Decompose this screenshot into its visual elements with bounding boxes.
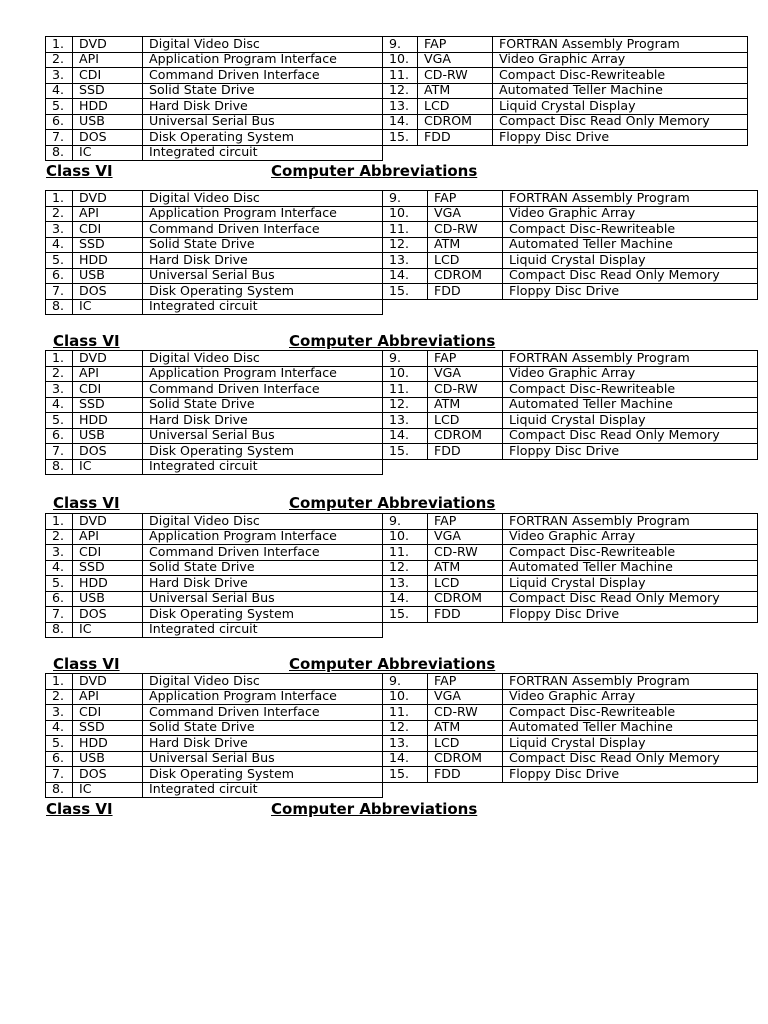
full-form: Command Driven Interface [143, 382, 383, 398]
row-number: 5. [46, 99, 73, 115]
class-label: Class VI [53, 332, 120, 350]
table-row [46, 237, 758, 253]
abbreviation: CDROM [428, 268, 503, 284]
full-form: Compact Disc-Rewriteable [503, 382, 758, 398]
row-number: 14. [383, 268, 428, 284]
full-form: Floppy Disc Drive [493, 130, 748, 146]
abbreviation: DOS [73, 607, 143, 623]
abbreviation: API [73, 529, 143, 545]
table-row [46, 782, 758, 798]
row-number: 12. [383, 397, 428, 413]
abbreviation: HDD [73, 253, 143, 269]
row-number: 8. [46, 145, 73, 161]
abbreviation: DOS [73, 444, 143, 460]
row-number: 13. [383, 413, 428, 429]
full-form: FORTRAN Assembly Program [503, 514, 758, 530]
abbreviation: HDD [73, 99, 143, 115]
full-form: Digital Video Disc [143, 674, 383, 690]
row-number: 8. [46, 459, 73, 475]
abbreviation: ATM [428, 720, 503, 736]
abbreviation: USB [73, 751, 143, 767]
full-form: FORTRAN Assembly Program [493, 37, 748, 53]
full-form: Disk Operating System [143, 767, 383, 783]
row-number: 15. [383, 607, 428, 623]
row-number: 13. [383, 253, 428, 269]
table-row [46, 607, 758, 623]
full-form: Floppy Disc Drive [503, 767, 758, 783]
abbreviation: FDD [428, 284, 503, 300]
abbreviation: FAP [428, 191, 503, 207]
abbreviation: API [73, 206, 143, 222]
abbreviation: LCD [428, 576, 503, 592]
full-form: Liquid Crystal Display [503, 413, 758, 429]
empty-cell [383, 459, 758, 475]
class-label: Class VI [46, 800, 113, 818]
full-form: Video Graphic Array [503, 689, 758, 705]
abbreviation: VGA [428, 206, 503, 222]
table-row [46, 99, 748, 115]
table-row [46, 191, 758, 207]
row-number: 4. [46, 397, 73, 413]
row-number: 2. [46, 206, 73, 222]
full-form: Compact Disc Read Only Memory [503, 591, 758, 607]
row-number: 1. [46, 351, 73, 367]
row-number: 3. [46, 545, 73, 561]
full-form: Command Driven Interface [143, 68, 383, 84]
row-number: 12. [383, 237, 428, 253]
table-row [46, 560, 758, 576]
abbreviation: FAP [428, 674, 503, 690]
page-title: Computer Abbreviations [271, 162, 478, 180]
row-number: 4. [46, 560, 73, 576]
abbreviation: ATM [418, 83, 493, 99]
abbreviation: API [73, 52, 143, 68]
full-form: Integrated circuit [143, 145, 383, 161]
full-form: Liquid Crystal Display [493, 99, 748, 115]
abbreviation: DVD [73, 514, 143, 530]
row-number: 1. [46, 37, 73, 53]
row-number: 7. [46, 607, 73, 623]
full-form: FORTRAN Assembly Program [503, 351, 758, 367]
table-row [46, 351, 758, 367]
row-number: 1. [46, 191, 73, 207]
row-number: 6. [46, 114, 73, 130]
row-number: 3. [46, 382, 73, 398]
row-number: 2. [46, 366, 73, 382]
abbreviation: IC [73, 145, 143, 161]
table-row [46, 705, 758, 721]
row-number: 5. [46, 736, 73, 752]
row-number: 5. [46, 576, 73, 592]
full-form: Command Driven Interface [143, 545, 383, 561]
full-form: Disk Operating System [143, 444, 383, 460]
full-form: Command Driven Interface [143, 222, 383, 238]
full-form: Solid State Drive [143, 237, 383, 253]
table-row [46, 382, 758, 398]
page-title: Computer Abbreviations [271, 800, 478, 818]
row-number: 3. [46, 68, 73, 84]
abbreviation: CD-RW [428, 545, 503, 561]
class-label: Class VI [46, 162, 113, 180]
full-form: Integrated circuit [143, 299, 383, 315]
abbreviation: USB [73, 114, 143, 130]
abbreviation: VGA [428, 689, 503, 705]
table-row [46, 545, 758, 561]
table-row [46, 444, 758, 460]
row-number: 8. [46, 299, 73, 315]
abbreviation: DOS [73, 284, 143, 300]
table-row [46, 366, 758, 382]
full-form: Solid State Drive [143, 560, 383, 576]
full-form: Digital Video Disc [143, 514, 383, 530]
full-form: Universal Serial Bus [143, 114, 383, 130]
abbreviation: DOS [73, 130, 143, 146]
abbreviation: IC [73, 459, 143, 475]
table-row [46, 622, 758, 638]
full-form: Hard Disk Drive [143, 99, 383, 115]
full-form: Disk Operating System [143, 284, 383, 300]
table-row [46, 37, 748, 53]
table-row [46, 514, 758, 530]
full-form: Digital Video Disc [143, 37, 383, 53]
row-number: 7. [46, 444, 73, 460]
full-form: FORTRAN Assembly Program [503, 191, 758, 207]
empty-cell [383, 782, 758, 798]
table-row [46, 284, 758, 300]
table-row [46, 428, 758, 444]
abbreviation: HDD [73, 576, 143, 592]
table-row [46, 576, 758, 592]
full-form: Floppy Disc Drive [503, 444, 758, 460]
row-number: 11. [383, 705, 428, 721]
table-row [46, 114, 748, 130]
row-number: 13. [383, 99, 418, 115]
full-form: Video Graphic Array [493, 52, 748, 68]
abbreviation: CDI [73, 382, 143, 398]
row-number: 10. [383, 689, 428, 705]
full-form: Universal Serial Bus [143, 428, 383, 444]
row-number: 6. [46, 591, 73, 607]
page-title: Computer Abbreviations [289, 332, 496, 350]
table-row [46, 145, 748, 161]
table-row [46, 720, 758, 736]
row-number: 15. [383, 444, 428, 460]
full-form: Integrated circuit [143, 459, 383, 475]
full-form: Application Program Interface [143, 206, 383, 222]
abbreviation: FDD [428, 607, 503, 623]
row-number: 6. [46, 268, 73, 284]
abbreviation: IC [73, 299, 143, 315]
table-row [46, 459, 758, 475]
table-row [46, 52, 748, 68]
abbreviation-table [45, 350, 758, 475]
abbreviation: ATM [428, 237, 503, 253]
abbreviation: API [73, 689, 143, 705]
row-number: 10. [383, 366, 428, 382]
row-number: 9. [383, 674, 428, 690]
abbreviation-table [45, 36, 748, 161]
empty-cell [383, 622, 758, 638]
full-form: Disk Operating System [143, 130, 383, 146]
abbreviation: FAP [418, 37, 493, 53]
full-form: Solid State Drive [143, 720, 383, 736]
full-form: Command Driven Interface [143, 705, 383, 721]
row-number: 15. [383, 767, 428, 783]
row-number: 14. [383, 428, 428, 444]
row-number: 9. [383, 351, 428, 367]
row-number: 4. [46, 720, 73, 736]
abbreviation: CDROM [418, 114, 493, 130]
abbreviation: FAP [428, 351, 503, 367]
row-number: 13. [383, 736, 428, 752]
full-form: Hard Disk Drive [143, 413, 383, 429]
abbreviation-table [45, 190, 758, 315]
abbreviation: LCD [428, 413, 503, 429]
row-number: 15. [383, 130, 418, 146]
row-number: 1. [46, 674, 73, 690]
table-row [46, 130, 748, 146]
full-form: Liquid Crystal Display [503, 736, 758, 752]
row-number: 6. [46, 751, 73, 767]
full-form: Video Graphic Array [503, 206, 758, 222]
table-row [46, 206, 758, 222]
abbreviation: IC [73, 622, 143, 638]
row-number: 11. [383, 545, 428, 561]
abbreviation: DVD [73, 191, 143, 207]
abbreviation: CDROM [428, 591, 503, 607]
abbreviation: HDD [73, 413, 143, 429]
full-form: Compact Disc-Rewriteable [503, 545, 758, 561]
row-number: 13. [383, 576, 428, 592]
row-number: 7. [46, 130, 73, 146]
abbreviation: CD-RW [428, 705, 503, 721]
abbreviation: USB [73, 591, 143, 607]
row-number: 10. [383, 52, 418, 68]
table-row [46, 736, 758, 752]
row-number: 7. [46, 284, 73, 300]
full-form: Solid State Drive [143, 83, 383, 99]
abbreviation: DVD [73, 37, 143, 53]
row-number: 14. [383, 591, 428, 607]
table-row [46, 68, 748, 84]
full-form: Video Graphic Array [503, 529, 758, 545]
full-form: Digital Video Disc [143, 351, 383, 367]
full-form: Compact Disc Read Only Memory [503, 268, 758, 284]
table-row [46, 83, 748, 99]
full-form: Application Program Interface [143, 366, 383, 382]
abbreviation: CDI [73, 68, 143, 84]
row-number: 3. [46, 705, 73, 721]
abbreviation: API [73, 366, 143, 382]
full-form: Digital Video Disc [143, 191, 383, 207]
row-number: 10. [383, 529, 428, 545]
row-number: 1. [46, 514, 73, 530]
abbreviation: USB [73, 428, 143, 444]
row-number: 8. [46, 782, 73, 798]
abbreviation: DOS [73, 767, 143, 783]
full-form: Application Program Interface [143, 52, 383, 68]
abbreviation: CD-RW [418, 68, 493, 84]
abbreviation: IC [73, 782, 143, 798]
row-number: 2. [46, 689, 73, 705]
full-form: Hard Disk Drive [143, 736, 383, 752]
full-form: Integrated circuit [143, 622, 383, 638]
abbreviation: SSD [73, 397, 143, 413]
table-row [46, 299, 758, 315]
row-number: 5. [46, 253, 73, 269]
row-number: 14. [383, 114, 418, 130]
abbreviation: SSD [73, 237, 143, 253]
empty-cell [383, 145, 748, 161]
abbreviation: CDI [73, 545, 143, 561]
full-form: Automated Teller Machine [503, 397, 758, 413]
row-number: 2. [46, 529, 73, 545]
row-number: 4. [46, 83, 73, 99]
abbreviation: FAP [428, 514, 503, 530]
abbreviation: SSD [73, 720, 143, 736]
abbreviation: LCD [428, 736, 503, 752]
abbreviation: VGA [418, 52, 493, 68]
row-number: 12. [383, 83, 418, 99]
abbreviation: VGA [428, 366, 503, 382]
abbreviation: FDD [418, 130, 493, 146]
row-number: 15. [383, 284, 428, 300]
full-form: Hard Disk Drive [143, 253, 383, 269]
table-row [46, 767, 758, 783]
abbreviation: CDI [73, 705, 143, 721]
full-form: Universal Serial Bus [143, 268, 383, 284]
full-form: Compact Disc-Rewriteable [493, 68, 748, 84]
abbreviation: VGA [428, 529, 503, 545]
row-number: 9. [383, 191, 428, 207]
table-row [46, 751, 758, 767]
abbreviation-table [45, 673, 758, 798]
abbreviation: CDROM [428, 751, 503, 767]
full-form: Compact Disc-Rewriteable [503, 705, 758, 721]
abbreviation-table [45, 513, 758, 638]
page-title: Computer Abbreviations [289, 494, 496, 512]
abbreviation: ATM [428, 397, 503, 413]
table-row [46, 253, 758, 269]
row-number: 7. [46, 767, 73, 783]
row-number: 9. [383, 37, 418, 53]
full-form: Application Program Interface [143, 689, 383, 705]
abbreviation: LCD [428, 253, 503, 269]
abbreviation: DVD [73, 674, 143, 690]
full-form: Automated Teller Machine [493, 83, 748, 99]
row-number: 5. [46, 413, 73, 429]
row-number: 4. [46, 237, 73, 253]
abbreviation: FDD [428, 444, 503, 460]
row-number: 9. [383, 514, 428, 530]
row-number: 2. [46, 52, 73, 68]
full-form: FORTRAN Assembly Program [503, 674, 758, 690]
abbreviation: CD-RW [428, 222, 503, 238]
abbreviation: FDD [428, 767, 503, 783]
abbreviation: SSD [73, 83, 143, 99]
page-title: Computer Abbreviations [289, 655, 496, 673]
full-form: Automated Teller Machine [503, 237, 758, 253]
full-form: Video Graphic Array [503, 366, 758, 382]
table-row [46, 689, 758, 705]
row-number: 6. [46, 428, 73, 444]
empty-cell [383, 299, 758, 315]
full-form: Solid State Drive [143, 397, 383, 413]
abbreviation: DVD [73, 351, 143, 367]
row-number: 11. [383, 382, 428, 398]
row-number: 12. [383, 720, 428, 736]
row-number: 14. [383, 751, 428, 767]
abbreviation: ATM [428, 560, 503, 576]
abbreviation: CDI [73, 222, 143, 238]
table-row [46, 413, 758, 429]
row-number: 8. [46, 622, 73, 638]
full-form: Compact Disc Read Only Memory [503, 428, 758, 444]
full-form: Floppy Disc Drive [503, 284, 758, 300]
full-form: Integrated circuit [143, 782, 383, 798]
row-number: 11. [383, 222, 428, 238]
class-label: Class VI [53, 494, 120, 512]
table-row [46, 268, 758, 284]
full-form: Automated Teller Machine [503, 720, 758, 736]
row-number: 11. [383, 68, 418, 84]
table-row [46, 397, 758, 413]
full-form: Universal Serial Bus [143, 751, 383, 767]
abbreviation: SSD [73, 560, 143, 576]
class-label: Class VI [53, 655, 120, 673]
abbreviation: USB [73, 268, 143, 284]
abbreviation: CDROM [428, 428, 503, 444]
full-form: Automated Teller Machine [503, 560, 758, 576]
full-form: Application Program Interface [143, 529, 383, 545]
full-form: Floppy Disc Drive [503, 607, 758, 623]
full-form: Compact Disc-Rewriteable [503, 222, 758, 238]
full-form: Liquid Crystal Display [503, 253, 758, 269]
full-form: Disk Operating System [143, 607, 383, 623]
table-row [46, 529, 758, 545]
full-form: Universal Serial Bus [143, 591, 383, 607]
abbreviation: CD-RW [428, 382, 503, 398]
full-form: Compact Disc Read Only Memory [503, 751, 758, 767]
row-number: 10. [383, 206, 428, 222]
row-number: 12. [383, 560, 428, 576]
full-form: Compact Disc Read Only Memory [493, 114, 748, 130]
full-form: Liquid Crystal Display [503, 576, 758, 592]
table-row [46, 222, 758, 238]
full-form: Hard Disk Drive [143, 576, 383, 592]
abbreviation: LCD [418, 99, 493, 115]
table-row [46, 591, 758, 607]
abbreviation: HDD [73, 736, 143, 752]
row-number: 3. [46, 222, 73, 238]
table-row [46, 674, 758, 690]
